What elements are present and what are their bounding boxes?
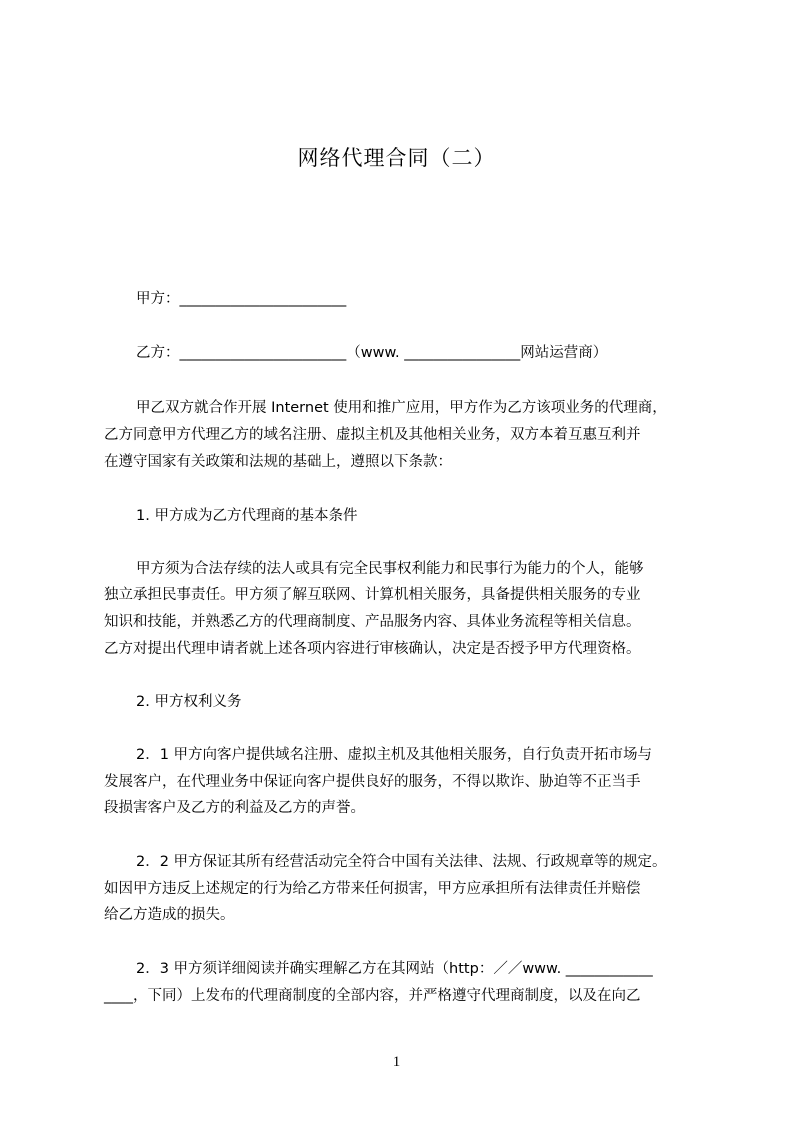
section-1-line-2: 独立承担民事责任。甲方须了解互联网、计算机相关服务，具备提供相关服务的专业 [104,587,641,603]
page-title: 网络代理合同（二） [297,146,496,170]
preamble-line-3: 在遵守国家有关政策和法规的基础上，遵照以下条款： [104,454,452,470]
section-1-line-1: 甲方须为合法存续的法人或具有完全民事权利能力和民事行为能力的个人，能够 [136,561,644,577]
section-1-line-3: 知识和技能，并熟悉乙方的代理商制度、产品服务内容、具体业务流程等相关信息。 [104,614,641,630]
clause-2-3-line-2: ____，下同）上发布的代理商制度的全部内容，并严格遵守代理商制度，以及在向乙 [104,988,641,1004]
preamble-line-1: 甲乙双方就合作开展 Internet 使用和推广应用，甲方作为乙方该项业务的代理商， [136,400,667,416]
page-number: 1 [392,1054,401,1070]
party-b-line: 乙方：_______________________（www. ________________网站运营商） [136,345,608,361]
section-2-heading: 2. 甲方权利义务 [136,694,242,710]
party-a-line: 甲方：_______________________ [136,291,347,307]
section-1-line-4: 乙方对提出代理申请者就上述各项内容进行审核确认，决定是否授予甲方代理资格。 [104,641,641,657]
clause-2-2-line-3: 给乙方造成的损失。 [104,907,235,923]
clause-2-2-line-1: 2．2 甲方保证其所有经营活动完全符合中国有关法律、法规、行政规章等的规定。 [136,854,667,870]
clause-2-1-line-3: 段损害客户及乙方的利益及乙方的声誉。 [104,800,365,816]
section-1-heading: 1. 甲方成为乙方代理商的基本条件 [136,508,358,524]
clause-2-3-line-1: 2．3 甲方须详细阅读并确实理解乙方在其网站（http：／／www. ____________ [136,961,653,977]
preamble-line-2: 乙方同意甲方代理乙方的域名注册、虚拟主机及其他相关业务，双方本着互惠互利并 [104,427,641,443]
clause-2-2-line-2: 如因甲方违反上述规定的行为给乙方带来任何损害，甲方应承担所有法律责任并赔偿 [104,881,641,897]
clause-2-1-line-2: 发展客户，在代理业务中保证向客户提供良好的服务，不得以欺诈、胁迫等不正当手 [104,774,641,790]
clause-2-1-line-1: 2．1 甲方向客户提供域名注册、虚拟主机及其他相关服务，自行负责开拓市场与 [136,747,653,763]
